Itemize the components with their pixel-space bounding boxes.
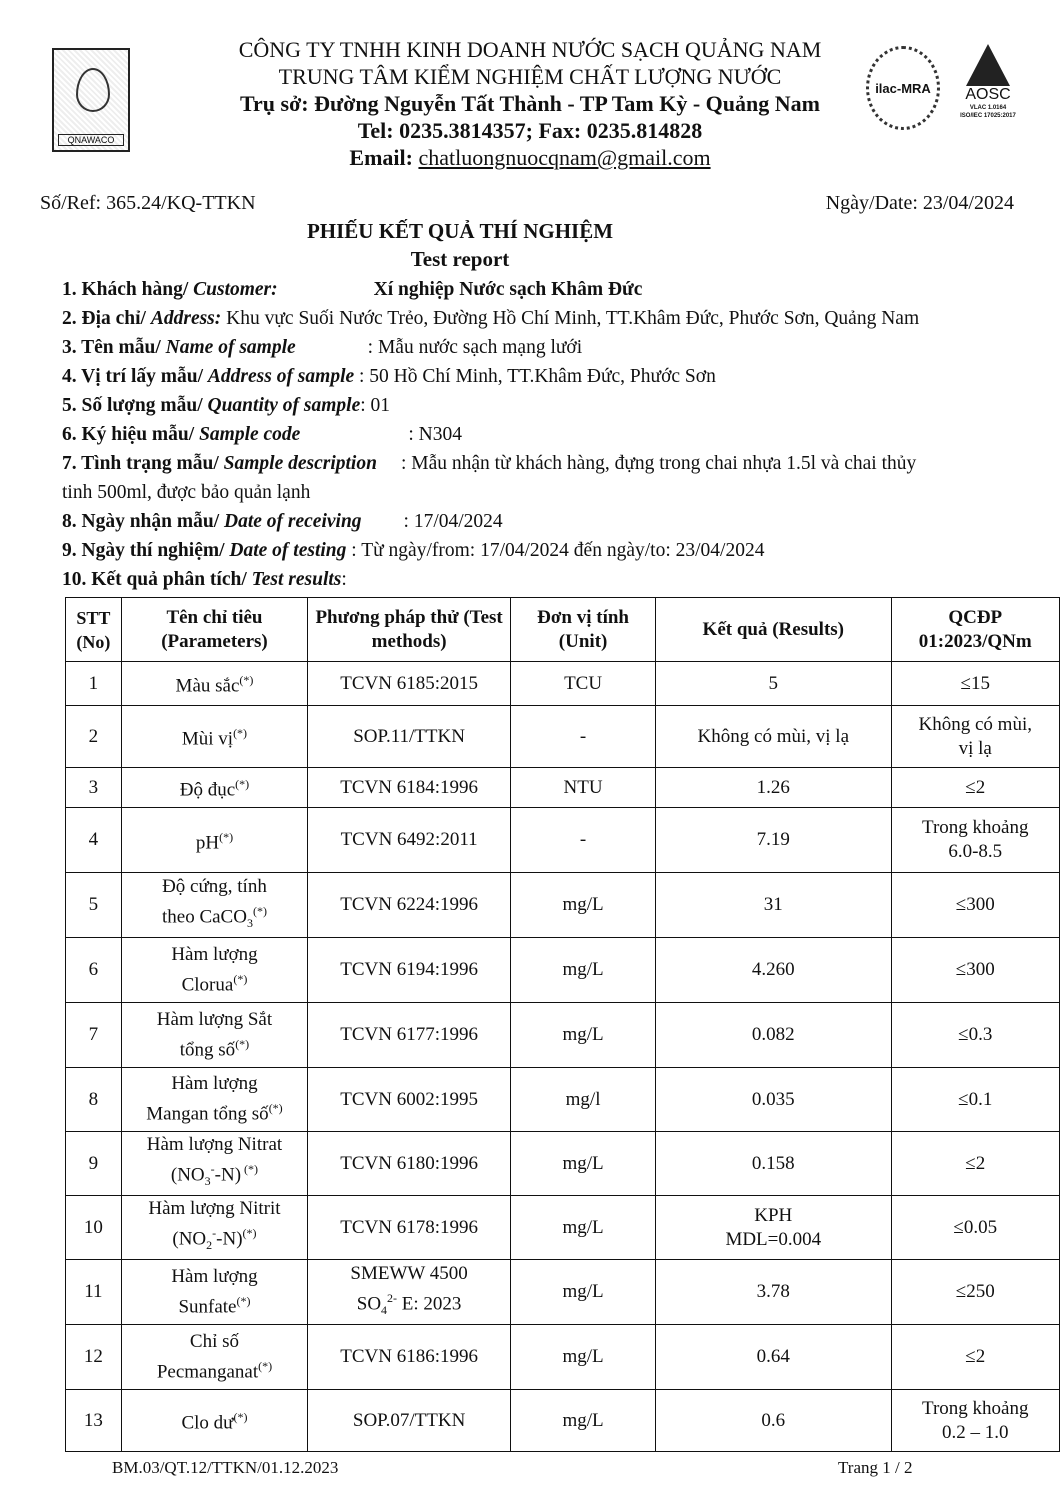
limit (891, 1325, 1060, 1390)
limit (891, 1260, 1060, 1325)
info-label: 4. Vị trí lấy mẫu/ (62, 366, 208, 387)
iso-standard: ISO/IEC 17025:2017 (960, 113, 1016, 119)
info-line (62, 536, 919, 565)
limit (891, 1132, 1060, 1196)
column-header: Tên chỉ tiêu (Parameters) (121, 598, 307, 662)
info-label: 2. Địa chỉ/ (62, 308, 151, 329)
info-line (62, 362, 919, 391)
result-line: KPH (754, 1204, 793, 1226)
result-line: 0.082 (751, 1024, 795, 1045)
text-segment: 4 (381, 1303, 388, 1318)
unit: mg/L (511, 1003, 656, 1068)
info-value: : Từ ngày/from: 17/04/2024 đến ngày/to: 23/04/2024 (346, 540, 765, 561)
parameter-name (121, 1325, 307, 1390)
row-number: 13 (66, 1390, 122, 1452)
results-table (65, 597, 1060, 1452)
report-title: PHIẾU KẾT QUẢ THÍ NGHIỆM (306, 219, 614, 243)
limit-line: 6.0-8.5 (948, 841, 1003, 862)
column-header: Kết quả (Results) (656, 598, 891, 662)
result-line: Không có mùi, vị lạ (697, 725, 849, 747)
result (656, 1068, 891, 1132)
aosc-logo (948, 44, 1028, 120)
table-row (66, 706, 1060, 768)
text-segment: Hàm lượng (171, 943, 258, 965)
result (656, 808, 891, 873)
info-label: 5. Số lượng mẫu/ (62, 395, 208, 416)
unit: mg/L (511, 1196, 656, 1260)
text-segment: 2- (387, 1290, 398, 1305)
limit-line: ≤0.05 (953, 1216, 998, 1238)
text-segment: Sunfate (178, 1296, 237, 1318)
info-value: : Mẫu nước sạch mạng lưới (367, 337, 583, 358)
limit (891, 706, 1060, 768)
table-row (66, 1325, 1060, 1390)
text-segment: Pecmanganat (156, 1361, 259, 1383)
text-segment: Hàm lượng Nitrit (148, 1198, 281, 1220)
row-number: 7 (66, 1003, 122, 1068)
row-number: 8 (66, 1068, 122, 1132)
reference-number: Số/Ref: 365.24/KQ-TTKN (40, 192, 256, 214)
info-value: Khu vực Suối Nước Trẻo, Đường Hồ Chí Minh, TT.Khâm Đức, Phước Sơn, Quảng Nam (221, 308, 920, 329)
result (656, 938, 891, 1003)
test-method (308, 1390, 511, 1452)
text-segment: Hàm lượng (171, 1073, 258, 1095)
unit: mg/L (511, 1325, 656, 1390)
result-line: 0.158 (751, 1152, 795, 1174)
unit: mg/L (511, 1132, 656, 1196)
page-number: Trang 1 / 2 (838, 1458, 913, 1477)
test-method (308, 1325, 511, 1390)
info-label-en: Customer: (193, 279, 278, 300)
center-name: TRUNG TÂM KIỂM NGHIỆM CHẤT LƯỢNG NƯỚC (278, 64, 782, 89)
text-segment: Hàm lượng Nitrat (146, 1134, 283, 1156)
row-number: 1 (66, 662, 122, 706)
text-segment: Độ cứng, tính (162, 875, 267, 897)
limit (891, 768, 1060, 808)
text-segment: TCVN 6002:1995 (340, 1088, 478, 1110)
water-drop-icon (76, 68, 110, 112)
row-number: 4 (66, 808, 122, 873)
qnawaco-logo (52, 48, 130, 152)
row-number: 10 (66, 1196, 122, 1260)
limit (891, 1068, 1060, 1132)
info-line (62, 304, 919, 333)
result (656, 768, 891, 808)
info-label: 9. Ngày thí nghiệm/ (62, 540, 230, 561)
limit (891, 938, 1060, 1003)
parameter-name (121, 1068, 307, 1132)
info-value: : 17/04/2024 (403, 511, 503, 532)
text-segment: (NO (172, 1228, 207, 1250)
limit (891, 1390, 1060, 1452)
info-label-en: Quantity of sample (207, 395, 361, 416)
limit-line: ≤2 (965, 776, 986, 798)
test-method (308, 1132, 511, 1196)
parameter-name (121, 938, 307, 1003)
text-segment: Màu sắc (175, 675, 240, 697)
result-line: 1.26 (756, 776, 790, 798)
limit (891, 808, 1060, 873)
test-method (308, 1196, 511, 1260)
text-segment: (*) (233, 1410, 248, 1425)
row-number: 3 (66, 768, 122, 808)
info-label-en: Sample description (223, 453, 377, 474)
text-segment: TCVN 6224:1996 (340, 894, 478, 915)
text-segment: pH (195, 832, 220, 854)
result-line: 0.64 (756, 1346, 790, 1367)
parameter-name (121, 873, 307, 938)
limit-line: ≤2 (965, 1152, 986, 1174)
unit: TCU (511, 662, 656, 706)
limit (891, 1003, 1060, 1068)
info-value: : 01 (360, 395, 391, 416)
result-line: MDL=0.004 (725, 1228, 822, 1250)
info-line (62, 449, 919, 478)
parameter-name (121, 1132, 307, 1196)
text-segment: (*) (236, 1293, 251, 1308)
info-value: : N304 (408, 424, 462, 445)
company-name: CÔNG TY TNHH KINH DOANH NƯỚC SẠCH QUẢNG NAM (238, 37, 822, 62)
column-header: STT (No) (66, 598, 122, 662)
text-segment: E: 2023 (397, 1293, 462, 1315)
report-date: Ngày/Date: 23/04/2024 (825, 192, 1014, 214)
table-row (66, 808, 1060, 873)
ilac-mra-logo (866, 46, 940, 130)
head-office-address: Trụ sở: Đường Nguyễn Tất Thành - TP Tam Kỳ - Quảng Nam (240, 91, 820, 116)
row-number: 6 (66, 938, 122, 1003)
text-segment: TCVN 6194:1996 (340, 959, 478, 980)
parameter-name (121, 808, 307, 873)
text-segment: TCVN 6185:2015 (340, 672, 478, 694)
text-segment: TCVN 6184:1996 (340, 776, 478, 798)
info-value: : (341, 569, 347, 590)
column-header: Đơn vị tính (Unit) (511, 598, 656, 662)
test-method (308, 1068, 511, 1132)
limit (891, 873, 1060, 938)
phone-fax: Tel: 0235.3814357; Fax: 0235.814828 (357, 118, 703, 143)
unit: - (511, 706, 656, 768)
parameter-name (121, 706, 307, 768)
column-header: QCĐP 01:2023/QNm (891, 598, 1060, 662)
row-number: 11 (66, 1260, 122, 1325)
info-label-en: Test results (251, 569, 342, 590)
text-segment: (*) (268, 1101, 283, 1116)
limit-line: 0.2 – 1.0 (942, 1421, 1009, 1443)
info-label-en: Sample code (199, 424, 301, 445)
parameter-name (121, 768, 307, 808)
row-number: 2 (66, 706, 122, 768)
limit-line: ≤2 (965, 1346, 986, 1367)
ilac-text: ilac-MRA (875, 80, 931, 96)
limit-line: Trong khoảng (922, 817, 1029, 838)
unit: mg/L (511, 1390, 656, 1452)
text-segment: SMEWW 4500 (350, 1262, 468, 1284)
text-segment: TCVN 6178:1996 (340, 1216, 478, 1238)
result-line: 31 (763, 894, 783, 915)
test-method (308, 938, 511, 1003)
report-subtitle: Test report (410, 247, 510, 271)
info-line-continued: tinh 500ml, được bảo quản lạnh (62, 482, 311, 503)
info-label: 8. Ngày nhận mẫu/ (62, 511, 224, 532)
email-link[interactable]: chatluongnuocqnam@gmail.com (418, 145, 711, 170)
info-label-en: Address of sample (207, 366, 355, 387)
limit-line: ≤15 (960, 672, 990, 694)
limit-line: ≤0.3 (958, 1024, 993, 1045)
info-label-en: Date of receiving (224, 511, 362, 532)
text-segment: (*) (235, 777, 250, 792)
info-label-en: Name of sample (165, 337, 296, 358)
result (656, 1132, 891, 1196)
limit-line: ≤300 (955, 894, 995, 915)
parameter-name (121, 1196, 307, 1260)
column-header: Phương pháp thử (Test methods) (308, 598, 511, 662)
table-row (66, 1260, 1060, 1325)
text-segment: tổng số (179, 1039, 236, 1061)
test-method (308, 1003, 511, 1068)
text-segment: 2 (206, 1238, 213, 1253)
text-segment: (*) (233, 726, 248, 741)
row-number: 5 (66, 873, 122, 938)
info-label: 10. Kết quả phân tích/ (62, 569, 252, 590)
text-segment: Chỉ số (189, 1330, 240, 1352)
table-row (66, 1003, 1060, 1068)
text-segment: Mùi vị (181, 728, 234, 750)
info-value: Xí nghiệp Nước sạch Khâm Đức (373, 279, 643, 300)
text-segment: SOP.07/TTKN (352, 1409, 466, 1431)
result (656, 1390, 891, 1452)
unit: - (511, 808, 656, 873)
text-segment: (NO (170, 1164, 205, 1186)
sample-info (62, 275, 919, 594)
result-line: 7.19 (756, 829, 790, 850)
info-line (62, 333, 919, 362)
text-segment: (*) (233, 971, 248, 986)
parameter-name (121, 1003, 307, 1068)
limit-line: Không có mùi, (918, 713, 1032, 735)
limit (891, 1196, 1060, 1260)
test-method (308, 706, 511, 768)
result (656, 1003, 891, 1068)
limit-line: Trong khoảng (922, 1397, 1029, 1419)
parameter-name (121, 662, 307, 706)
result (656, 1260, 891, 1325)
result (656, 662, 891, 706)
info-label: 7. Tình trạng mẫu/ (62, 453, 224, 474)
text-segment: - (210, 1162, 215, 1177)
text-segment: Hàm lượng Sắt (156, 1008, 273, 1030)
aosc-text: AOSC (965, 86, 1011, 103)
info-value: : Mẫu nhận từ khách hàng, đựng trong chai nhựa 1.5l và chai thủy (400, 453, 917, 474)
unit: NTU (511, 768, 656, 808)
result (656, 1196, 891, 1260)
info-line (62, 391, 919, 420)
result-line: 0.035 (751, 1088, 795, 1110)
text-segment: (*) (252, 903, 267, 918)
result (656, 706, 891, 768)
limit-line: ≤300 (955, 959, 995, 980)
text-segment: 3 (204, 1174, 211, 1189)
result (656, 1325, 891, 1390)
form-code: BM.03/QT.12/TTKN/01.12.2023 (112, 1458, 339, 1477)
test-method (308, 662, 511, 706)
table-row (66, 1390, 1060, 1452)
text-segment: TCVN 6177:1996 (340, 1024, 478, 1045)
info-line (62, 565, 919, 594)
email-label: Email: (349, 145, 419, 170)
info-value: : 50 Hồ Chí Minh, TT.Khâm Đức, Phước Sơn (354, 366, 716, 387)
text-segment: TCVN 6186:1996 (340, 1346, 478, 1367)
text-segment: (*) (242, 1226, 257, 1241)
info-line (62, 420, 919, 449)
info-line (62, 275, 919, 304)
text-segment: Độ đục (179, 779, 236, 801)
result-line: 5 (768, 672, 779, 694)
info-label: 3. Tên mẫu/ (62, 337, 166, 358)
result (656, 873, 891, 938)
info-label: 6. Ký hiệu mẫu/ (62, 424, 200, 445)
row-number: 12 (66, 1325, 122, 1390)
text-segment: Hàm lượng (171, 1265, 258, 1287)
logo-text: QNAWACO (58, 134, 124, 146)
text-segment: 3 (246, 916, 253, 931)
result-line: 0.6 (761, 1409, 786, 1431)
result-line: 4.260 (751, 959, 795, 980)
info-label-en: Address: (150, 308, 222, 329)
unit: mg/l (511, 1068, 656, 1132)
letterhead (180, 36, 880, 171)
table-row (66, 1132, 1060, 1196)
limit-line: ≤0.1 (958, 1088, 993, 1110)
table-row (66, 938, 1060, 1003)
limit-line: vị lạ (958, 737, 992, 759)
table-header-row (66, 598, 1060, 662)
unit: mg/L (511, 1260, 656, 1325)
text-segment: TCVN 6180:1996 (340, 1152, 478, 1174)
test-method (308, 1260, 511, 1325)
aosc-triangle-icon (966, 44, 1010, 86)
parameter-name (121, 1390, 307, 1452)
text-segment: SO (356, 1293, 382, 1315)
text-segment: Clorua (181, 974, 234, 996)
row-number: 9 (66, 1132, 122, 1196)
text-segment: -N) (216, 1228, 243, 1250)
text-segment: (*) (219, 829, 234, 844)
info-label: 1. Khách hàng/ (62, 279, 194, 300)
text-segment: (*) (239, 673, 254, 688)
text-segment: Mangan tổng số (146, 1103, 269, 1125)
text-segment: TCVN 6492:2011 (340, 829, 478, 850)
table-row (66, 1068, 1060, 1132)
text-segment: SOP.11/TTKN (353, 725, 465, 747)
limit-line: ≤250 (955, 1281, 995, 1302)
test-method (308, 873, 511, 938)
unit: mg/L (511, 938, 656, 1003)
result-line: 3.78 (756, 1281, 790, 1302)
vlac-number: VLAC 1.0164 (969, 105, 1007, 111)
text-segment: (*) (258, 1358, 273, 1373)
parameter-name (121, 1260, 307, 1325)
info-label-en: Date of testing (229, 540, 347, 561)
text-segment: - (212, 1226, 217, 1241)
limit (891, 662, 1060, 706)
test-method (308, 808, 511, 873)
test-method (308, 768, 511, 808)
text-segment: (*) (241, 1162, 259, 1177)
text-segment: Clo dư (181, 1412, 234, 1434)
text-segment: (*) (235, 1036, 250, 1051)
table-row (66, 662, 1060, 706)
table-row (66, 768, 1060, 808)
table-row (66, 873, 1060, 938)
text-segment: theo CaCO (161, 906, 247, 928)
unit: mg/L (511, 873, 656, 938)
text-segment: -N) (214, 1164, 242, 1186)
info-line (62, 507, 919, 536)
table-row (66, 1196, 1060, 1260)
